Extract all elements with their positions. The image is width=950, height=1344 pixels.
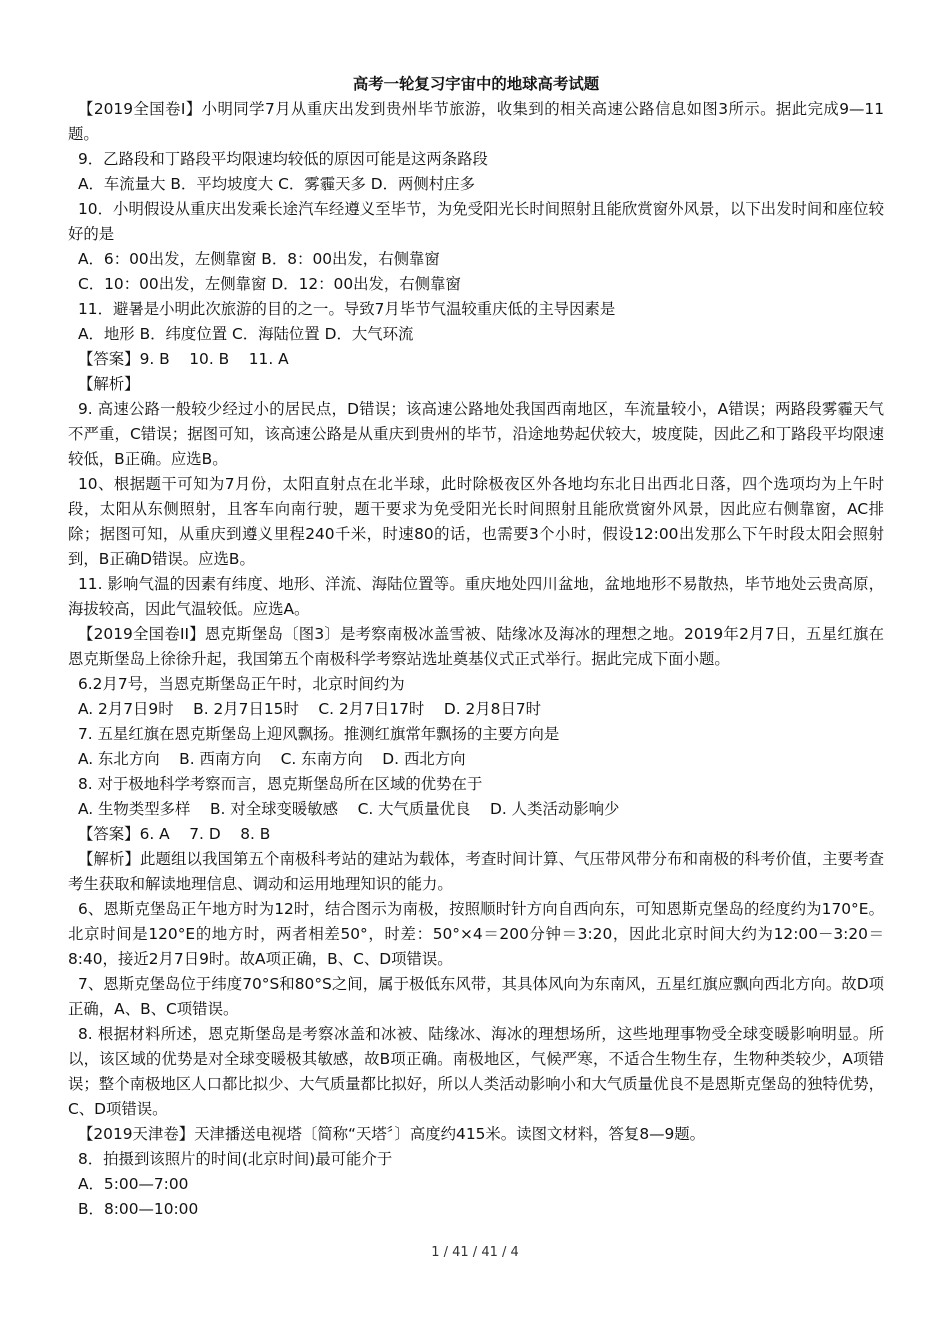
paragraph: 8．拍摄到该照片的时间(北京时间)最可能介于 <box>78 1150 393 1168</box>
paragraph: 【解析】此题组以我国第五个南极科考站的建站为载体，考查时间计算、气压带风带分布和南极的科考价值，主要考查考生获取和解读地理信息、调动和运用地理知识的能力。 <box>68 850 884 893</box>
paragraph: 8. 对于极地科学考察而言，恩克斯堡岛所在区域的优势在于 <box>78 775 483 793</box>
document-title: 高考一轮复习宇宙中的地球高考试题 <box>352 75 600 93</box>
paragraph: 11．避暑是小明此次旅游的目的之一。导致7月毕节气温较重庆低的主导因素是 <box>78 300 616 318</box>
paragraph: 7、恩斯克堡岛位于纬度70°S和80°S之间，属于极低东风带，其具体风向为东南风，五星红旗应飘向西北方向。故D项正确，A、B、C项错误。 <box>68 975 884 1018</box>
paragraph: 6.2月7号，当恩克斯堡岛正午时，北京时间约为 <box>78 675 405 693</box>
paragraph: A. 生物类型多样 B. 对全球变暖敏感 C. 大气质量优良 D. 人类活动影响少 <box>78 800 620 818</box>
paragraph: 【2019天津卷】天津播送电视塔〔简称“天塔〞〕高度约415米。读图文材料，答复8—9题。 <box>78 1125 706 1143</box>
document-body <box>68 72 884 1222</box>
paragraph: 7. 五星红旗在恩克斯堡岛上迎风飘扬。推测红旗常年飘扬的主要方向是 <box>78 725 560 743</box>
paragraph: 9. 高速公路一般较少经过小的居民点，D错误；该高速公路地处我国西南地区，车流量较小，A错误；两路段雾霾天气不严重，C错误；据图可知，该高速公路是从重庆到贵州的毕节，沿途地势起伏较大，坡度陡，因此乙和丁路段平均限速较低，B正确。应选B。 <box>68 400 884 468</box>
paragraph: 11. 影响气温的因素有纬度、地形、洋流、海陆位置等。重庆地处四川盆地，盆地地形不易散热，毕节地处云贵高原，海拔较高，因此气温较低。应选A。 <box>68 575 884 618</box>
paragraph: 【解析】 <box>78 375 140 393</box>
paragraph: 【答案】9. B 10. B 11. A <box>78 350 289 368</box>
paragraph: 10．小明假设从重庆出发乘长途汽车经遵义至毕节，为免受阳光长时间照射且能欣赏窗外风景，以下出发时间和座位较好的是 <box>68 200 884 243</box>
page-footer: 1 / 41 / 41 / 4 <box>431 1245 519 1260</box>
paragraph: A. 2月7日9时 B. 2月7日15时 C. 2月7日17时 D. 2月8日7时 <box>78 700 542 718</box>
paragraph: A．地形 B．纬度位置 C．海陆位置 D．大气环流 <box>78 325 414 343</box>
paragraph: B．8:00—10:00 <box>78 1200 199 1218</box>
paragraph: 8. 根据材料所述，恩克斯堡岛是考察冰盖和冰被、陆缘冰、海冰的理想场所，这些地理事物受全球变暖影响明显。所以，该区域的优势是对全球变暖极其敏感，故B项正确。南极地区，气候严寒，不适合生物生存，生物种类较少，A项错误；整个南极地区人口都比拟少、大气质量都比拟好，所以人类活动影响小和大气质量优良不是恩斯克堡岛的独特优势，C、D项错误。 <box>68 1025 884 1118</box>
paragraph: 【2019全国卷Ⅰ】小明同学7月从重庆出发到贵州毕节旅游，收集到的相关高速公路信息如图3所示。据此完成9—11题。 <box>68 100 884 143</box>
paragraph: 【答案】6. A 7. D 8. B <box>78 825 271 843</box>
paragraph: A．5:00—7:00 <box>78 1175 189 1193</box>
paragraph: 6、恩斯克堡岛正午地方时为12时，结合图示为南极，按照顺时针方向自西向东，可知恩斯克堡岛的经度约为170°E。北京时间是120°E的地方时，两者相差50°，时差：50°×4＝200分钟＝3:20，因此北京时间大约为12:00－3:20＝8:40，接近2月7日9时。故A项正确，B、C、D项错误。 <box>68 900 884 968</box>
paragraph: C．10：00出发，左侧靠窗 D．12：00出发，右侧靠窗 <box>78 275 461 293</box>
paragraph: 10、根据题干可知为7月份，太阳直射点在北半球，此时除极夜区外各地均东北日出西北日落，四个选项均为上午时段，太阳从东侧照射，且客车向南行驶，题干要求为免受阳光长时间照射且能欣赏窗外风景，因此应右侧靠窗，AC排除；据图可知，从重庆到遵义里程240千米，时速80的话，也需要3个小时，假设12:00出发那么下午时段太阳会照射到，B正确D错误。应选B。 <box>68 475 884 568</box>
paragraph: A. 东北方向 B. 西南方向 C. 东南方向 D. 西北方向 <box>78 750 466 768</box>
paragraph: 【2019全国卷II】恩克斯堡岛〔图3〕是考察南极冰盖雪被、陆缘冰及海冰的理想之地。2019年2月7日，五星红旗在恩克斯堡岛上徐徐升起，我国第五个南极科学考察站选址奠基仪式正式举行。据此完成下面小题。 <box>68 625 884 668</box>
paragraph: A．6：00出发，左侧靠窗 B．8：00出发，右侧靠窗 <box>78 250 440 268</box>
paragraph: 9．乙路段和丁路段平均限速均较低的原因可能是这两条路段 <box>78 150 488 168</box>
paragraph: A．车流量大 B．平均坡度大 C．雾霾天多 D．两侧村庄多 <box>78 175 475 193</box>
